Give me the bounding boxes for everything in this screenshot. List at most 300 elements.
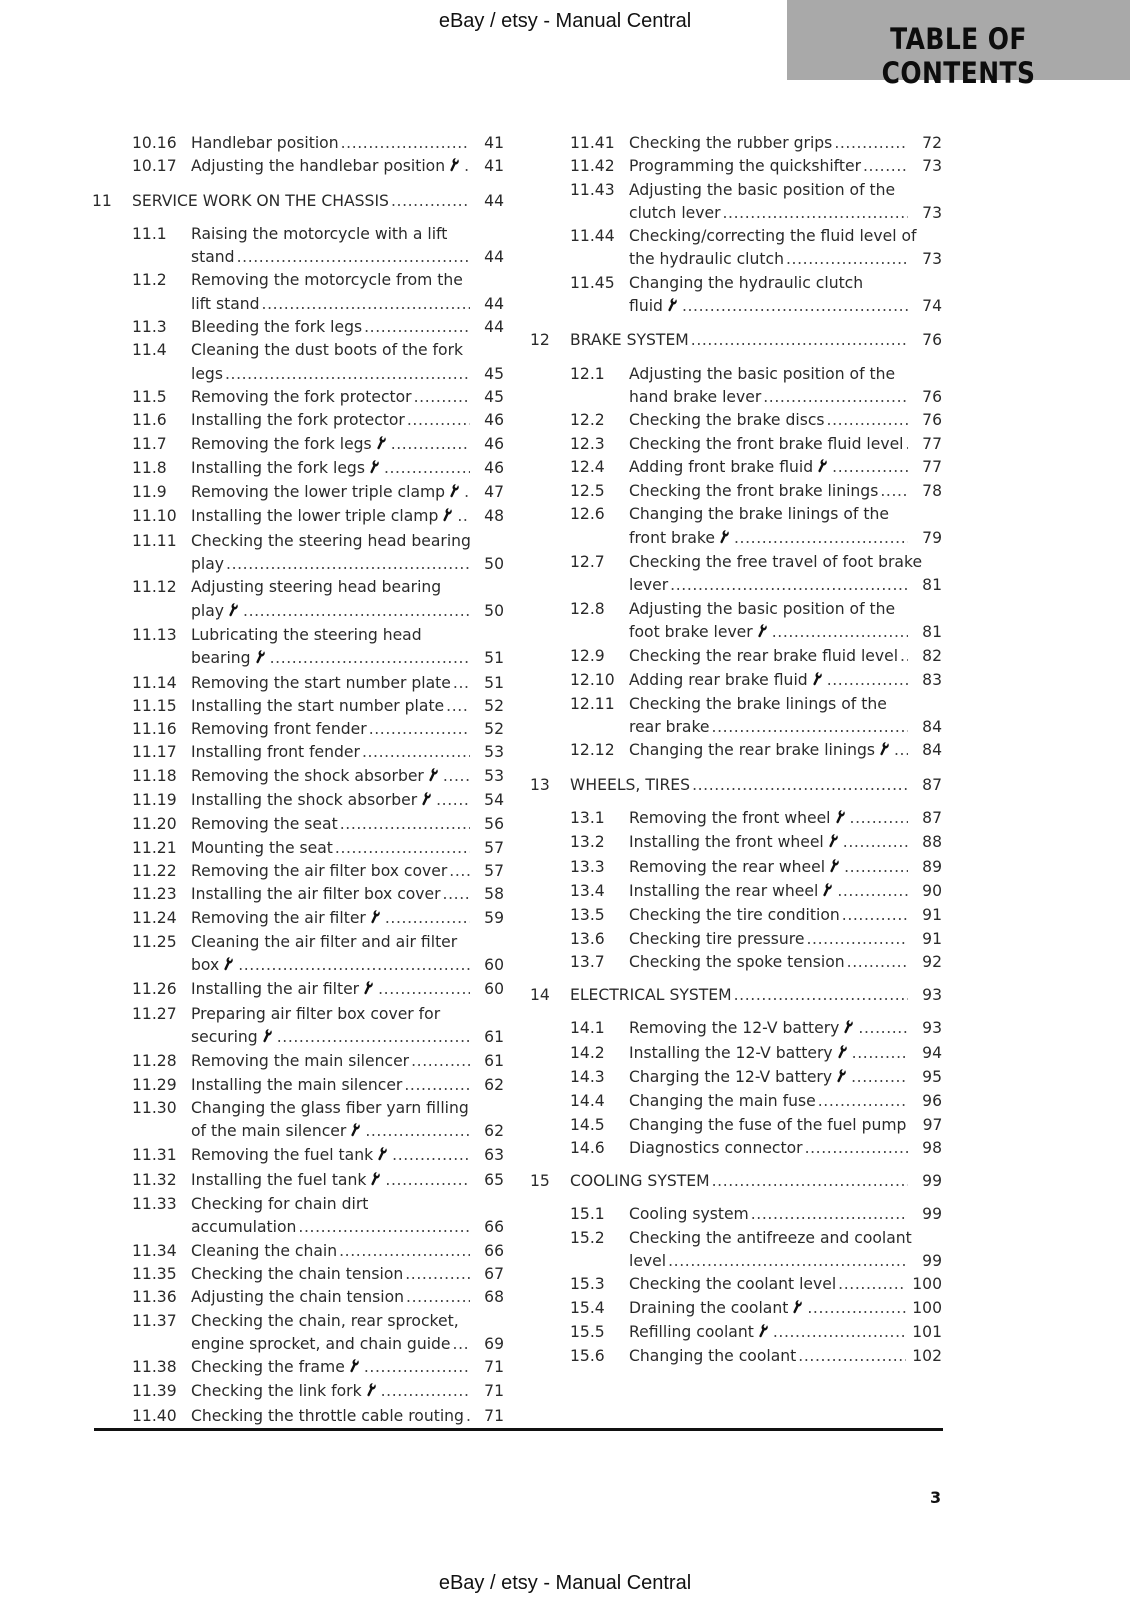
toc-entry-title: Removing the fuel tank	[191, 1146, 374, 1165]
toc-entry-page: 52	[484, 696, 504, 715]
toc-entry-page: 60	[484, 956, 504, 975]
dot-leader	[235, 246, 470, 269]
toc-entry-title: ELECTRICAL SYSTEM	[570, 986, 732, 1005]
dot-leader	[845, 951, 908, 974]
dot-leader	[804, 928, 908, 951]
toc-entry[interactable]	[92, 339, 504, 386]
toc-entry-number: 13.7	[570, 952, 605, 971]
toc-entry-page: 81	[922, 622, 942, 641]
toc-entry-title: Checking the brake discs	[629, 411, 825, 430]
toc-entry[interactable]	[530, 503, 942, 551]
dot-leader	[666, 1250, 908, 1273]
toc-entry-number: 11.40	[132, 1406, 177, 1425]
toc-entry[interactable]	[92, 505, 504, 529]
toc-entry-number: 14	[530, 986, 550, 1005]
toc-entry-title: Changing the hydraulic clutch	[629, 273, 864, 292]
dot-leader	[441, 765, 470, 788]
toc-entry-number: 12.4	[570, 457, 605, 476]
dot-leader	[382, 457, 470, 480]
toc-entry-page: 48	[484, 507, 504, 526]
toc-entry-title: Refilling coolant	[629, 1322, 754, 1341]
toc-entry-page: 44	[484, 191, 504, 210]
toc-entry[interactable]	[92, 1074, 504, 1097]
toc-entry-page: 71	[484, 1382, 504, 1401]
toc-entry[interactable]	[92, 457, 504, 481]
dot-leader	[878, 480, 908, 503]
dot-leader	[850, 1042, 908, 1065]
toc-entry-number: 11.17	[132, 743, 177, 762]
toc-entry-page: 81	[922, 576, 942, 595]
watermark-bottom: eBay / etsy - Manual Central	[438, 1572, 692, 1594]
toc-entry[interactable]	[530, 155, 942, 178]
toc-entry[interactable]	[92, 1310, 504, 1357]
toc-entry[interactable]	[530, 807, 942, 831]
dot-leader	[668, 574, 908, 597]
toc-entry-title: Adding rear brake fluid	[629, 670, 808, 689]
toc-entry-page: 94	[922, 1043, 942, 1062]
dot-leader	[403, 1263, 470, 1286]
toc-entry-number: 15.6	[570, 1347, 605, 1366]
dot-leader	[830, 456, 908, 479]
toc-entry-number: 11.7	[132, 434, 167, 453]
toc-entry-title: Charging the 12-V battery	[629, 1067, 833, 1086]
dot-leader	[441, 883, 470, 906]
toc-entry[interactable]	[530, 1203, 942, 1226]
toc-entry[interactable]	[92, 789, 504, 813]
dot-leader	[383, 1169, 470, 1192]
toc-entry[interactable]	[92, 1240, 504, 1263]
toc-entry-number: 15.4	[570, 1298, 605, 1317]
toc-chapter-entry[interactable]	[530, 774, 942, 797]
toc-entry-title: Checking the antifreeze and coolant	[629, 1228, 912, 1247]
toc-entry-number: 12.1	[570, 364, 605, 383]
toc-entry-title: Installing the fork legs	[191, 458, 365, 477]
toc-entry-page: 61	[484, 1027, 504, 1046]
toc-entry-title: Programming the quickshifter	[629, 157, 861, 176]
toc-entry[interactable]	[530, 1066, 942, 1090]
toc-entry[interactable]	[92, 1380, 504, 1404]
toc-entry[interactable]	[92, 1193, 504, 1240]
toc-entry[interactable]	[92, 765, 504, 789]
toc-entry-number: 11.32	[132, 1170, 177, 1189]
toc-entry[interactable]	[530, 928, 942, 951]
dot-leader	[451, 672, 470, 695]
toc-entry-title: Diagnostics connector	[629, 1138, 803, 1157]
toc-entry[interactable]	[530, 225, 942, 272]
toc-entry-title: Removing the 12-V battery	[629, 1019, 840, 1038]
toc-entry-page: 92	[922, 952, 942, 971]
dot-leader	[402, 1074, 470, 1097]
toc-entry-page: 67	[484, 1264, 504, 1283]
toc-entry-page: 46	[484, 434, 504, 453]
toc-entry[interactable]	[530, 1114, 942, 1137]
toc-entry[interactable]	[92, 883, 504, 906]
dot-leader	[832, 132, 908, 155]
toc-entry-title: Removing the seat	[191, 815, 338, 834]
toc-entry[interactable]	[92, 530, 504, 577]
toc-entry[interactable]	[92, 316, 504, 339]
toc-entry-title: Installing the shock absorber	[191, 791, 418, 810]
dot-leader	[405, 409, 470, 432]
toc-entry-title: Adjusting the chain tension	[191, 1288, 405, 1307]
toc-entry-number: 12.11	[570, 694, 615, 713]
dot-leader	[771, 1321, 906, 1344]
toc-entry-number: 12.6	[570, 505, 605, 524]
dot-leader	[680, 295, 908, 318]
toc-entry-page: 57	[484, 838, 504, 857]
toc-entry-page: 76	[922, 411, 942, 430]
toc-entry[interactable]	[92, 1097, 504, 1145]
toc-entry-page: 65	[484, 1170, 504, 1189]
toc-entry-title: Changing the coolant	[629, 1347, 797, 1366]
toc-chapter-entry[interactable]	[530, 329, 942, 352]
toc-entry-page: 73	[922, 250, 942, 269]
toc-entry-page: 95	[922, 1067, 942, 1086]
toc-entry-number: 13.5	[570, 906, 605, 925]
toc-entry-title: Changing the brake linings of the	[629, 505, 889, 524]
toc-entry-number: 11.41	[570, 134, 615, 152]
toc-entry[interactable]	[92, 1169, 504, 1193]
dot-leader	[836, 1273, 906, 1296]
toc-entry-title: SERVICE WORK ON THE CHASSIS	[132, 191, 389, 210]
dot-leader	[840, 904, 908, 927]
toc-entry-title: Checking for chain dirt	[191, 1195, 369, 1214]
toc-entry-title: Changing the glass fiber yarn filling	[191, 1098, 469, 1117]
toc-entry[interactable]	[530, 132, 942, 155]
toc-entry-number: 12.8	[570, 599, 605, 618]
dot-leader	[805, 1297, 906, 1320]
toc-entry[interactable]	[92, 907, 504, 931]
toc-entry[interactable]	[92, 433, 504, 457]
toc-entry[interactable]	[530, 480, 942, 503]
toc-entry[interactable]	[92, 269, 504, 316]
toc-entry-page: 68	[484, 1288, 504, 1307]
toc-entry-title: stand	[191, 248, 235, 267]
toc-entry-number: 12.7	[570, 553, 605, 572]
toc-entry[interactable]	[530, 1321, 942, 1345]
toc-entry-page: 99	[922, 1252, 942, 1271]
toc-entry-number: 11.43	[570, 180, 615, 199]
toc-entry-title: level	[629, 1252, 667, 1271]
toc-entry-title: Checking the frame	[191, 1358, 345, 1377]
dot-leader	[241, 600, 470, 623]
toc-entry-number: 11.14	[132, 673, 177, 692]
toc-entry[interactable]	[530, 1137, 942, 1160]
toc-entry-title: of the main silencer	[191, 1122, 347, 1141]
toc-entry-title: Adjusting the basic position of the	[629, 599, 896, 618]
toc-entry-title: Removing the shock absorber	[191, 766, 424, 785]
toc-entry-title: fluid	[629, 297, 663, 316]
dot-leader	[803, 1137, 908, 1160]
toc-entry-page: 50	[484, 555, 504, 574]
toc-entry[interactable]	[92, 1405, 504, 1428]
toc-entry-title: Changing the rear brake linings	[629, 741, 875, 760]
toc-entry[interactable]	[530, 363, 942, 410]
toc-entry-title: Mounting the seat	[191, 838, 333, 857]
dot-leader	[360, 741, 470, 764]
toc-entry-page: 46	[484, 411, 504, 430]
toc-entry-page: 47	[484, 483, 504, 502]
dot-leader	[223, 363, 470, 386]
toc-entry[interactable]	[530, 693, 942, 740]
toc-entry-page: 93	[922, 1019, 942, 1038]
dot-leader	[434, 789, 470, 812]
toc-entry-number: 11.24	[132, 908, 177, 927]
toc-entry[interactable]	[92, 481, 504, 505]
toc-entry-title: Cleaning the dust boots of the fork	[191, 341, 464, 360]
toc-entry[interactable]	[92, 1050, 504, 1073]
toc-entry[interactable]	[530, 433, 942, 456]
toc-entry-title: Lubricating the steering head	[191, 625, 422, 644]
toc-entry-title: Removing the rear wheel	[629, 857, 826, 876]
dot-leader	[841, 831, 908, 854]
toc-entry[interactable]	[92, 132, 504, 155]
toc-entry[interactable]	[530, 669, 942, 693]
toc-entry-page: 66	[484, 1241, 504, 1260]
toc-entry-title: Adjusting the handlebar position	[191, 157, 446, 176]
toc-entry-page: 91	[922, 906, 942, 925]
toc-entry-page: 89	[922, 857, 942, 876]
toc-entry-number: 12.5	[570, 482, 605, 501]
toc-entry-title: Checking the throttle cable routing	[191, 1406, 464, 1425]
toc-entry-page: 57	[484, 861, 504, 880]
toc-entry-number: 12	[530, 331, 550, 350]
toc-entry-number: 11.20	[132, 815, 177, 834]
toc-chapter-entry[interactable]	[530, 1170, 942, 1193]
toc-entry[interactable]	[530, 551, 942, 598]
toc-entry-number: 11.19	[132, 791, 177, 810]
section-header	[787, 0, 1130, 90]
toc-entry-page: 53	[484, 743, 504, 762]
toc-entry-page: 79	[922, 528, 942, 547]
toc-entry[interactable]	[92, 1286, 504, 1309]
dot-leader	[835, 880, 908, 903]
toc-chapter-entry[interactable]	[530, 984, 942, 1007]
toc-entry-page: 101	[912, 1322, 942, 1341]
toc-entry[interactable]	[92, 695, 504, 718]
toc-entry[interactable]	[530, 951, 942, 974]
toc-entry-number: 11.5	[132, 387, 167, 406]
toc-entry-number: 11	[92, 191, 112, 210]
dot-leader	[379, 1380, 470, 1403]
toc-entry-number: 11.9	[132, 483, 167, 502]
dot-leader	[268, 647, 470, 670]
toc-entry-number: 15	[530, 1172, 550, 1191]
toc-entry[interactable]	[92, 155, 504, 179]
toc-entry[interactable]	[92, 741, 504, 764]
toc-entry-title: Installing the fork protector	[191, 411, 405, 430]
toc-entry-title: Checking the free travel of foot brake	[629, 553, 923, 572]
toc-entry-page: 56	[484, 815, 504, 834]
toc-entry-page: 96	[922, 1092, 942, 1111]
toc-entry[interactable]	[92, 624, 504, 672]
toc-entry[interactable]	[530, 1042, 942, 1066]
dot-leader	[409, 1050, 470, 1073]
toc-entry[interactable]	[92, 978, 504, 1002]
toc-entry-number: 11.23	[132, 885, 177, 904]
toc-entry-title: front brake	[629, 528, 715, 547]
toc-entry-number: 11.12	[132, 578, 177, 597]
dot-leader	[720, 202, 908, 225]
toc-entry-number: 11.18	[132, 766, 177, 785]
dot-leader	[732, 527, 908, 550]
toc-entry-title: Installing the air filter	[191, 980, 360, 999]
toc-entry-title: lift stand	[191, 294, 260, 313]
toc-entry-page: 76	[922, 331, 942, 350]
dot-leader	[337, 1240, 470, 1263]
toc-entry-number: 15.2	[570, 1228, 605, 1247]
toc-entry-page: 98	[922, 1138, 942, 1157]
toc-chapter-entry[interactable]	[92, 190, 504, 213]
dot-leader	[710, 1170, 908, 1193]
toc-entry-page: 73	[922, 203, 942, 222]
toc-entry-title: Installing the lower triple clamp	[191, 507, 439, 526]
toc-entry[interactable]	[530, 1345, 942, 1368]
toc-entry-page: 54	[484, 791, 504, 810]
toc-entry-title: Adjusting the basic position of the	[629, 364, 896, 383]
toc-entry[interactable]	[530, 739, 942, 763]
dot-leader	[404, 1286, 470, 1309]
toc-entry[interactable]	[530, 904, 942, 927]
toc-entry[interactable]	[92, 813, 504, 836]
toc-entry-number: 12.3	[570, 434, 605, 453]
toc-entry[interactable]	[530, 1273, 942, 1296]
dot-leader	[710, 716, 908, 739]
toc-entry-number: 11.44	[570, 227, 615, 246]
toc-entry-page: 91	[922, 929, 942, 948]
toc-entry[interactable]	[92, 223, 504, 270]
dot-leader	[333, 837, 470, 860]
toc-entry-number: 15.3	[570, 1275, 605, 1294]
toc-entry-page: 46	[484, 458, 504, 477]
toc-entry[interactable]	[92, 576, 504, 624]
toc-entry-title: Checking the spoke tension	[629, 952, 845, 971]
toc-entry-number: 11.45	[570, 273, 615, 292]
toc-entry-title: Checking the chain tension	[191, 1264, 404, 1283]
toc-entry-page: 44	[484, 318, 504, 337]
toc-entry-number: 13.2	[570, 833, 605, 852]
toc-entry[interactable]	[92, 386, 504, 409]
toc-entry-number: 14.1	[570, 1019, 605, 1038]
dot-leader	[296, 1216, 470, 1239]
toc-entry[interactable]	[530, 179, 942, 226]
toc-entry[interactable]	[530, 1227, 942, 1274]
toc-entry-title: Installing the rear wheel	[629, 881, 819, 900]
toc-entry-number: 15.5	[570, 1322, 605, 1341]
toc-entry[interactable]	[530, 831, 942, 855]
toc-entry-page: 53	[484, 766, 504, 785]
toc-entry-title: Cooling system	[629, 1205, 749, 1224]
toc-entry[interactable]	[92, 1144, 504, 1168]
toc-entry[interactable]	[530, 645, 942, 668]
toc-entry-title: Adjusting the basic position of the	[629, 180, 896, 199]
toc-entry[interactable]	[530, 1090, 942, 1113]
toc-entry[interactable]	[530, 1017, 942, 1041]
toc-entry[interactable]	[92, 409, 504, 432]
dot-leader	[389, 433, 470, 456]
toc-entry-title: Installing front fender	[191, 743, 360, 762]
toc-entry-number: 11.25	[132, 932, 177, 951]
toc-entry-page: 45	[484, 364, 504, 383]
toc-entry-page: 59	[484, 908, 504, 927]
toc-entry[interactable]	[92, 1263, 504, 1286]
dot-leader	[861, 155, 908, 178]
toc-entry-title: Adding front brake fluid	[629, 457, 814, 476]
toc-entry[interactable]	[530, 456, 942, 480]
toc-entry-page: 62	[484, 1122, 504, 1141]
toc-entry-title: Removing the air filter	[191, 908, 366, 927]
dot-leader	[825, 669, 908, 692]
toc-entry-title: Preparing air filter box cover for	[191, 1004, 441, 1023]
toc-entry-title: Removing the air filter box cover	[191, 861, 448, 880]
toc-entry-page: 100	[912, 1298, 942, 1317]
dot-leader	[849, 1066, 908, 1089]
toc-entry[interactable]	[530, 880, 942, 904]
toc-entry-number: 12.12	[570, 741, 615, 760]
page-number: 3	[930, 1488, 942, 1507]
dot-leader	[816, 1090, 908, 1113]
dot-leader	[444, 695, 470, 718]
dot-leader	[362, 316, 470, 339]
toc-entry[interactable]	[92, 1356, 504, 1380]
toc-entry-number: 11.15	[132, 696, 177, 715]
toc-entry-number: 12.2	[570, 411, 605, 430]
toc-entry[interactable]	[92, 1003, 504, 1051]
toc-entry-title: Bleeding the fork legs	[191, 318, 363, 337]
dot-leader	[842, 856, 908, 879]
toc-entry-number: 11.37	[132, 1311, 177, 1330]
toc-entry-number: 11.13	[132, 625, 177, 644]
toc-entry-number: 11.6	[132, 411, 167, 430]
toc-entry-page: 62	[484, 1075, 504, 1094]
toc-entry[interactable]	[530, 1297, 942, 1321]
toc-entry[interactable]	[92, 672, 504, 695]
toc-entry-page: 100	[912, 1275, 942, 1294]
toc-entry-page: 77	[922, 434, 942, 453]
watermark-top: eBay / etsy - Manual Central	[438, 10, 692, 32]
toc-entry-title: BRAKE SYSTEM	[570, 331, 689, 350]
toc-entry[interactable]	[530, 598, 942, 646]
toc-entry-title: Installing the fuel tank	[191, 1170, 367, 1189]
toc-entry-title: lever	[629, 576, 669, 595]
dot-leader	[770, 621, 908, 644]
toc-entry[interactable]	[92, 931, 504, 979]
toc-entry-page: 97	[922, 1115, 943, 1134]
dot-leader	[761, 386, 908, 409]
toc-entry[interactable]	[530, 856, 942, 880]
toc-entry-page: 102	[912, 1347, 942, 1366]
toc-entry[interactable]	[92, 718, 504, 741]
toc-entry-number: 11.42	[570, 157, 615, 176]
toc-entry-page: 84	[922, 741, 942, 760]
toc-entry-number: 13.1	[570, 809, 605, 828]
toc-entry[interactable]	[92, 860, 504, 883]
toc-entry-number: 11.4	[132, 341, 167, 360]
toc-entry-title: Removing the fork legs	[191, 434, 372, 453]
dot-leader	[784, 248, 908, 271]
toc-entry[interactable]	[92, 837, 504, 860]
toc-entry-title: Checking/correcting the fluid level of	[629, 227, 917, 246]
toc-entry[interactable]	[530, 272, 942, 320]
toc-entry-title: Checking the steering head bearing	[191, 531, 471, 550]
toc-entry-title: Changing the main fuse	[629, 1092, 816, 1111]
toc-entry-number: 14.3	[570, 1067, 605, 1086]
toc-entry-number: 11.34	[132, 1241, 177, 1260]
toc-entry-page: 66	[484, 1218, 504, 1237]
dot-leader	[390, 1144, 470, 1167]
toc-entry[interactable]	[530, 409, 942, 432]
dot-leader	[275, 1026, 470, 1049]
